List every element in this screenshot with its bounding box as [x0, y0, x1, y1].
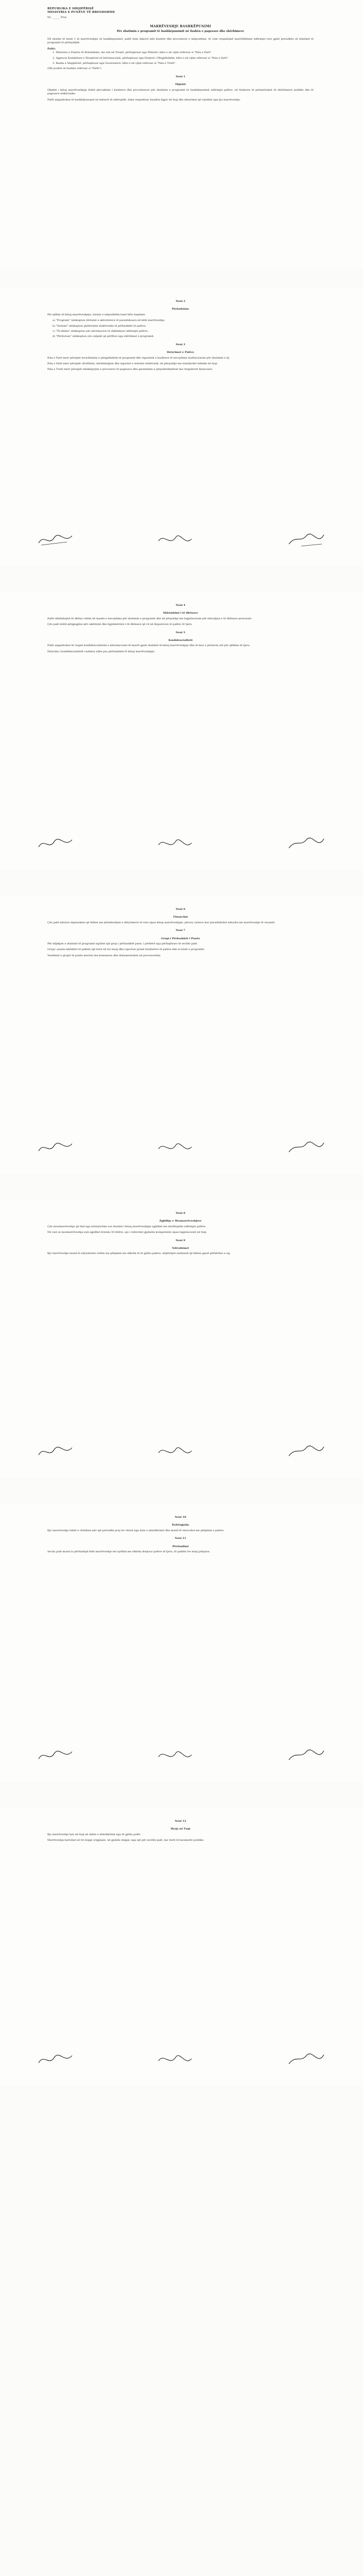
- definition-item: c) "Të dhëna" nënkupton çdo informacion të shkëmbyer ndërmjet palëve;: [53, 330, 148, 333]
- article-subheading: Konfidencialiteti: [168, 639, 193, 642]
- initial-signature-1: [36, 1443, 77, 1461]
- article-heading: Neni 10: [175, 1516, 186, 1519]
- article-paragraph: Palët angazhohen të ruajnë konfidencialitetin e informacionit të marrë gjatë zbatimit të kësaj marrëveshjeje dhe të mos e përdorin atë për qëllime të tjera.: [47, 644, 250, 648]
- article-subheading: Shkëmbimi i të dhënave: [163, 612, 198, 615]
- initial-signature-2: [154, 1747, 196, 1765]
- header-ministry: MINISTRIA E PUNËVE TË BRENDSHME: [47, 11, 115, 14]
- article-heading: Neni 3: [176, 343, 185, 346]
- article-paragraph: Secila palë mund ta përfundojë këtë marrëveshje me njoftim me shkrim drejtuar palëve të tjera, të paktën tre muaj përpara.: [47, 1550, 211, 1554]
- initials-row: [36, 2050, 327, 2071]
- article-paragraph: Pala e Dytë merr përsipër zhvillimin, mirëmbajtjen dhe sigurinë e sistemit elektronik, në përputhje me standardet teknike në fuqi.: [47, 362, 218, 366]
- article-paragraph: Grupi i punës mblidhet të paktën një herë në tre muaj dhe raporton pranë titullarëve të palëve mbi ecurinë e programit.: [47, 948, 205, 952]
- initial-signature-3: [286, 1443, 327, 1461]
- definition-item: d) "Përdorues" nënkupton çdo subjekt që përfiton nga shërbimet e programit.: [53, 335, 154, 338]
- article-heading: Neni 1: [176, 75, 185, 78]
- article-heading: Neni 8: [176, 1212, 185, 1215]
- article-paragraph: Kjo marrëveshje është e vlefshme për një periudhë prej tre vitesh nga data e nënshkrimit dhe mund të rinovohet me pëlqimin e palëve.: [47, 1529, 224, 1532]
- article-paragraph: Objekti i kësaj marrëveshjeje është përcaktimi i kushteve dhe procedurave për zbatimin e programit të bashkëpunimit ndërmjet palëve, në funksion të përmirësimit të shërbimeve publike dhe të pagesave elektronike.: [47, 88, 314, 96]
- article-subheading: Objekti: [175, 83, 186, 87]
- article-subheading: Detyrimet e Palëve: [167, 351, 194, 354]
- article-subheading: Përfundimi: [172, 1545, 189, 1548]
- initials-row: [36, 1139, 327, 1159]
- sheet-2-content: [47, 296, 314, 374]
- sheet-4: [0, 896, 363, 1175]
- header-republic: REPUBLIKA E SHQIPËRISË: [47, 7, 94, 10]
- document-subtitle: Për zbatimin e programit të bashkëpunimit në fushën e pagesave dhe shërbimeve: [116, 29, 245, 33]
- initial-signature-1: [36, 835, 77, 853]
- initials-row: [36, 1443, 327, 1463]
- sheet-1: [0, 0, 363, 268]
- party-item: 1. Ministria e Punëve të Brendshme, me seli në Tiranë, përfaqësuar nga Ministri, këtu e në vijim referuar si "Pala e Parë".: [53, 51, 212, 55]
- initial-signature-2: [154, 1139, 196, 1157]
- initial-signature-1: [36, 1139, 77, 1157]
- article-subheading: Zgjidhja e Mosmarrëveshjeve: [159, 1219, 202, 1223]
- article-heading: Neni 7: [176, 929, 185, 933]
- article-heading: Neni 9: [176, 1239, 185, 1242]
- article-heading: Neni 11: [175, 1537, 186, 1540]
- sheet-3: [0, 592, 363, 871]
- document-title: MARRËVESHJE BASHKËPUNIMI: [150, 25, 211, 29]
- initial-signature-3: [286, 531, 327, 549]
- initial-signature-2: [154, 2050, 196, 2069]
- sheet-3-content: [47, 600, 314, 656]
- article-paragraph: Për ndjekjen e zbatimit të programit ngrihet një grup i përbashkët pune, i përbërë nga përfaqësues të secilës palë.: [47, 942, 198, 946]
- article-subheading: Kohëzgjatja: [171, 1523, 189, 1527]
- initial-signature-3: [286, 2050, 327, 2069]
- article-paragraph: Palët shkëmbejnë të dhëna vetëm në masën e nevojshme për zbatimin e programit dhe në përputhje me legjislacionin për mbrojtjen e të dhënave personale.: [47, 617, 252, 620]
- definition-item: b) "Sistemi" nënkupton platformën elektronike të përbashkët të palëve;: [53, 324, 146, 328]
- article-paragraph: Pala e Parë merr përsipër koordinimin e përgjithshëm të programit dhe sigurimin e kushteve të nevojshme institucionale për zbatimin e tij.: [47, 356, 230, 360]
- sheet-4-content: [47, 904, 314, 960]
- initial-signature-3: [286, 835, 327, 853]
- initial-signature-1: [36, 1747, 77, 1765]
- sheet-7-content: [47, 1816, 314, 1845]
- sheet-6-content: [47, 1512, 314, 1556]
- initial-signature-2: [154, 835, 196, 853]
- article-paragraph: Çdo mosmarrëveshje që lind nga interpretimi ose zbatimi i kësaj marrëveshjeje zgjidhet me mirëkuptim ndërmjet palëve.: [47, 1225, 206, 1228]
- article-subheading: Grupi i Përbashkët i Punës: [161, 937, 200, 940]
- article-paragraph: Për qëllim të kësaj marrëveshjeje, termat e mëposhtëm kanë këto kuptime:: [47, 313, 146, 316]
- article-heading: Neni 6: [176, 908, 185, 911]
- article-heading: Neni 5: [176, 631, 185, 634]
- initial-signature-1: [36, 2050, 77, 2069]
- sheet-5: [0, 1200, 363, 1479]
- article-subheading: Financimi: [173, 916, 188, 919]
- party-item: 3. Banka e Shqipërisë, përfaqësuar nga Guvernatori, këtu e në vijim referuar si "Pala e Tretë".: [53, 62, 176, 65]
- article-paragraph: Çdo palë është përgjegjëse për saktësinë dhe ligjshmërinë e të dhënave që vë në dispozicion të palëve të tjera.: [47, 623, 193, 626]
- initial-signature-3: [286, 1747, 327, 1765]
- sheet-2: [0, 289, 363, 567]
- article-paragraph: Detyrimi i konfidencialitetit vazhdon edhe pas përfundimit të kësaj marrëveshjeje.: [47, 650, 155, 653]
- article-paragraph: Palët angazhohen të bashkëpunojnë në mënyrë të ndërsjellë, duke respektuar kuadrin ligjor në fuqi dhe detyrimet që rrjedhin nga kjo marrëveshje.: [47, 98, 241, 101]
- party-item: 2. Agjencia Kombëtare e Shoqërisë së Informacionit, përfaqësuar nga Drejtori i Përgjithshëm, këtu e në vijim referuar si "Pala e Dytë".: [53, 56, 229, 60]
- parties-label: Palët:: [47, 47, 56, 50]
- definition-item: a) "Programi" nënkupton tërësinë e aktiviteteve të parashikuara në këtë marrëveshje;: [53, 319, 165, 323]
- article-heading: Neni 12: [175, 1820, 186, 1823]
- sheet-1-content: [47, 7, 314, 104]
- article-paragraph: Marrëveshja hartohet në tre kopje origjinale, në gjuhën shqipe, nga një për secilën palë, me vlerë të barabartë juridike.: [47, 1839, 204, 1842]
- initial-signature-1: [36, 531, 77, 549]
- sheet-6: [0, 1504, 363, 1783]
- initial-signature-2: [154, 1443, 196, 1461]
- article-paragraph: Kjo marrëveshje mund të ndryshohet vetëm me pëlqimin me shkrim të të gjitha palëve, nëpërmjet aneksesh që bëhen pjesë përbërëse e saj.: [47, 1252, 231, 1256]
- article-paragraph: Në rast se mosmarrëveshja nuk zgjidhet brenda 30 ditëve, ajo i referohet gjykatës kompetente sipas legjislacionit në fuqi.: [47, 1231, 207, 1234]
- sheet-5-content: [47, 1208, 314, 1258]
- initials-row: [36, 1747, 327, 1767]
- document-number: Nr. ______ Prot.: [47, 15, 67, 19]
- article-paragraph: Vendimet e grupit të punës merren me konsensus dhe dokumentohen në procesverbal.: [47, 954, 161, 957]
- article-heading: Neni 4: [176, 604, 185, 607]
- parties-closing-note: (Më poshtë së bashku referuar si "Palët"): [47, 67, 101, 71]
- initial-signature-3: [286, 1139, 327, 1157]
- sheet-7: [0, 1808, 363, 2087]
- intro-paragraph: Në zbatim të nenit 1 të marrëveshjes së bashkëpunimit, palët bien dakord mbi kushtet dhe procedurat e mëposhtme, të cilat rregullojnë marrëdhëniet ndërmjet tyre gjatë periudhës së zbatimit të programit të përbashkët.: [47, 38, 314, 45]
- article-heading: Neni 2: [176, 300, 185, 303]
- article-subheading: Përkufizime: [171, 308, 189, 311]
- initials-row: [36, 835, 327, 855]
- article-paragraph: Pala e Tretë merr përsipër mbikëqyrjen e proceseve të pagesave dhe garantimin e përputhshmërisë me rregulloret financiare.: [47, 368, 213, 371]
- initial-signature-2: [154, 531, 196, 549]
- article-subheading: Hyrja në Fuqi: [170, 1827, 191, 1831]
- article-subheading: Ndryshimet: [172, 1247, 189, 1250]
- initials-row: [36, 531, 327, 551]
- article-paragraph: Çdo palë mbulon shpenzimet që lidhen me përmbushjen e detyrimeve të veta sipas kësaj marrëveshjeje, përveç rasteve kur parashikohet ndryshe me marrëveshje të veçantë.: [47, 921, 275, 924]
- article-paragraph: Kjo marrëveshje hyn në fuqi në datën e nënshkrimit nga të gjitha palët.: [47, 1833, 141, 1836]
